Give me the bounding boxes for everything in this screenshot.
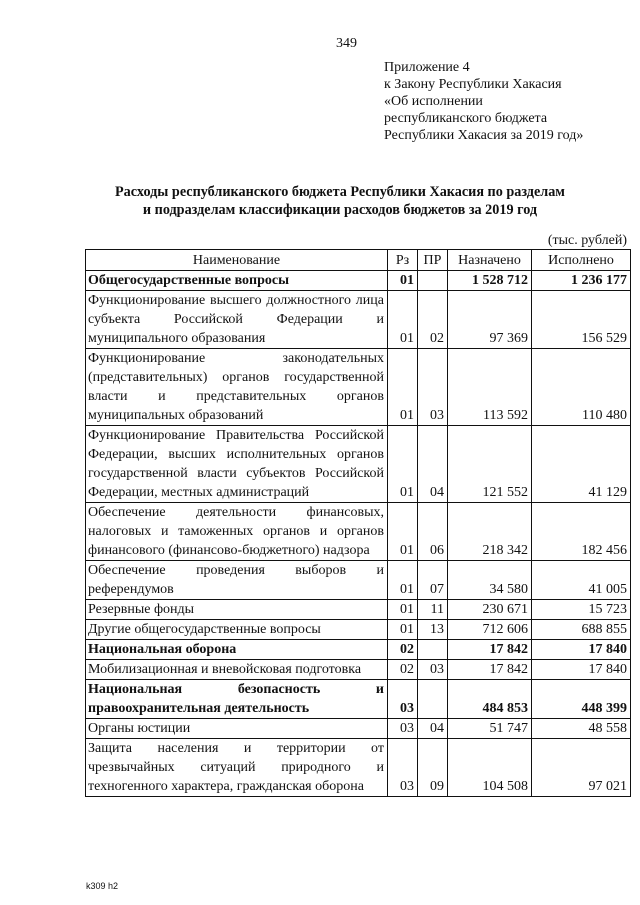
cell-name: Национальная безопасность и правоохранительная деятельность	[86, 680, 388, 719]
cell-rz: 01	[388, 426, 418, 503]
units-label: (тыс. рублей)	[547, 233, 627, 248]
table-row	[86, 660, 631, 680]
header-pr: ПР	[418, 250, 448, 271]
page-number: 349	[336, 36, 357, 51]
table-header-row	[86, 250, 631, 271]
cell-pr	[418, 271, 448, 291]
cell-planned: 218 342	[448, 503, 532, 561]
cell-executed: 1 236 177	[532, 271, 631, 291]
table-section-row	[86, 271, 631, 291]
cell-name: Функционирование законодательных (представительных) органов государственной власти и представительных органов муниципальных образований	[86, 349, 388, 426]
cell-rz: 01	[388, 271, 418, 291]
cell-rz: 01	[388, 503, 418, 561]
table-row	[86, 426, 631, 503]
cell-executed: 182 456	[532, 503, 631, 561]
cell-rz: 01	[388, 349, 418, 426]
table-row	[86, 620, 631, 640]
cell-pr: 11	[418, 600, 448, 620]
document-title-line-1: Расходы республиканского бюджета Республики Хакасия по разделам	[115, 184, 565, 200]
table-section-row	[86, 640, 631, 660]
cell-executed: 41 129	[532, 426, 631, 503]
header-rz: Рз	[388, 250, 418, 271]
cell-planned: 113 592	[448, 349, 532, 426]
cell-executed: 17 840	[532, 640, 631, 660]
table-row	[86, 349, 631, 426]
expenses-table	[85, 249, 631, 797]
cell-executed: 15 723	[532, 600, 631, 620]
header-executed: Исполнено	[532, 250, 631, 271]
expenses-table-container	[85, 249, 631, 797]
appendix-line: «Об исполнении	[384, 94, 483, 109]
cell-planned: 17 842	[448, 640, 532, 660]
cell-executed: 688 855	[532, 620, 631, 640]
appendix-line: Республики Хакасия за 2019 год»	[384, 128, 584, 143]
appendix-line: Приложение 4	[384, 60, 470, 75]
cell-planned: 1 528 712	[448, 271, 532, 291]
cell-rz: 03	[388, 739, 418, 797]
cell-planned: 484 853	[448, 680, 532, 719]
cell-rz: 02	[388, 660, 418, 680]
cell-planned: 104 508	[448, 739, 532, 797]
cell-planned: 97 369	[448, 291, 532, 349]
footer-code: k309 h2	[86, 881, 119, 891]
cell-rz: 01	[388, 600, 418, 620]
cell-name: Общегосударственные вопросы	[86, 271, 388, 291]
cell-pr: 04	[418, 426, 448, 503]
appendix-line: республиканского бюджета	[384, 111, 548, 126]
cell-executed: 48 558	[532, 719, 631, 739]
table-row	[86, 600, 631, 620]
table-row	[86, 719, 631, 739]
cell-name: Другие общегосударственные вопросы	[86, 620, 388, 640]
cell-planned: 17 842	[448, 660, 532, 680]
cell-rz: 03	[388, 719, 418, 739]
cell-pr: 03	[418, 660, 448, 680]
cell-name: Резервные фонды	[86, 600, 388, 620]
cell-planned: 34 580	[448, 561, 532, 600]
cell-planned: 712 606	[448, 620, 532, 640]
cell-pr: 09	[418, 739, 448, 797]
cell-name: Обеспечение проведения выборов и референдумов	[86, 561, 388, 600]
cell-pr: 13	[418, 620, 448, 640]
cell-pr: 02	[418, 291, 448, 349]
document-title-line-2: и подразделам классификации расходов бюджетов за 2019 год	[142, 202, 538, 218]
header-name: Наименование	[86, 250, 388, 271]
cell-name: Функционирование высшего должностного лица субъекта Российской Федерации и муниципального образования	[86, 291, 388, 349]
document-title	[60, 183, 620, 219]
cell-planned: 230 671	[448, 600, 532, 620]
cell-name: Органы юстиции	[86, 719, 388, 739]
cell-pr: 06	[418, 503, 448, 561]
cell-name: Функционирование Правительства Российской Федерации, высших исполнительных органов государственной власти субъектов Российской Федерации, местных администраций	[86, 426, 388, 503]
cell-planned: 51 747	[448, 719, 532, 739]
cell-name: Мобилизационная и вневойсковая подготовка	[86, 660, 388, 680]
cell-executed: 110 480	[532, 349, 631, 426]
cell-name: Обеспечение деятельности финансовых, налоговых и таможенных органов и органов финансового (финансово-бюджетного) надзора	[86, 503, 388, 561]
cell-rz: 02	[388, 640, 418, 660]
cell-pr: 07	[418, 561, 448, 600]
table-section-row	[86, 680, 631, 719]
cell-executed: 17 840	[532, 660, 631, 680]
cell-pr: 04	[418, 719, 448, 739]
cell-executed: 41 005	[532, 561, 631, 600]
appendix-note	[384, 59, 629, 144]
cell-executed: 97 021	[532, 739, 631, 797]
cell-rz: 01	[388, 620, 418, 640]
table-row	[86, 503, 631, 561]
cell-name: Национальная оборона	[86, 640, 388, 660]
cell-rz: 01	[388, 561, 418, 600]
table-row	[86, 561, 631, 600]
header-planned: Назначено	[448, 250, 532, 271]
cell-rz: 01	[388, 291, 418, 349]
table-body	[86, 271, 631, 797]
table-row	[86, 739, 631, 797]
appendix-line: к Закону Республики Хакасия	[384, 77, 562, 92]
cell-pr	[418, 640, 448, 660]
cell-rz: 03	[388, 680, 418, 719]
cell-planned: 121 552	[448, 426, 532, 503]
cell-executed: 448 399	[532, 680, 631, 719]
cell-pr	[418, 680, 448, 719]
cell-name: Защита населения и территории от чрезвычайных ситуаций природного и техногенного характера, гражданская оборона	[86, 739, 388, 797]
table-row	[86, 291, 631, 349]
cell-pr: 03	[418, 349, 448, 426]
cell-executed: 156 529	[532, 291, 631, 349]
